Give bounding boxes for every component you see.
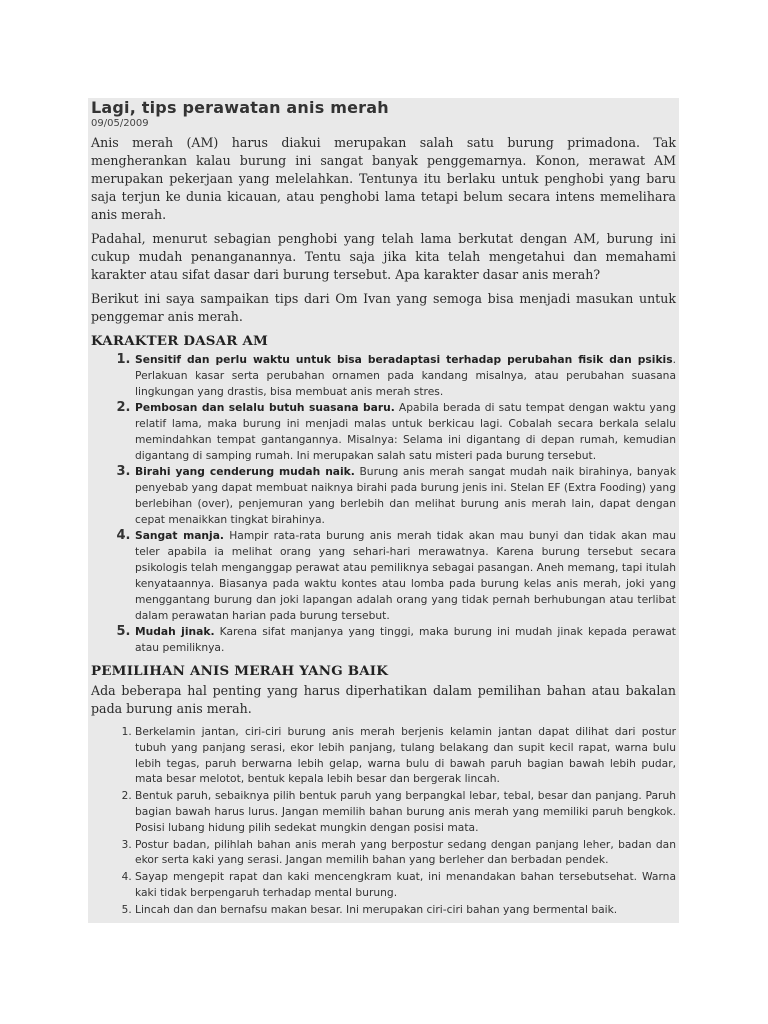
list-item-text: Hampir rata-rata burung anis merah tidak akan mau bunyi dan tidak akan mau teler apabila ia melihat orang yang sehari-hari merawatnya. Karena burung tersebut secara psikologis telah menganggap perawat atau pemiliknya sebagai pasangan. Aneh memang, tapi itulah kenyataannya. Biasanya pada waktu kontes atau lomba pada burung kelas anis merah, joki yang menggantang burung dan joki lapangan adalah orang yang tidak pernah berhubungan atau terlibat dalam perawatan harian pada burung tersebut.: [135, 529, 677, 622]
list-item: [135, 624, 676, 656]
list-item-bold: Sensitif dan perlu waktu untuk bisa beradaptasi terhadap perubahan fisik dan psikis: [135, 353, 673, 366]
document-page: [88, 98, 679, 923]
section-heading-pemilihan: PEMILIHAN ANIS MERAH YANG BAIK: [91, 663, 389, 679]
intro-paragraph-3: Berikut ini saya sampaikan tips dari Om Ivan yang semoga bisa menjadi masukan untuk penggemar anis merah.: [91, 291, 676, 324]
list-item: 1. Berkelamin jantan, ciri-ciri burung anis merah berjenis kelamin jantan dapat dilihat dari postur tubuh yang panjang serasi, ekor lebih panjang, tulang belakang dan supit kecil rapat, warna bulu lebih tegas, paruh berwarna lebih gelap, warna bulu di bawah paruh bagian bawah lebih pudar, mata besar melotot, bentuk kepala lebih besar dan bergerak lincah.: [135, 724, 676, 787]
article-date: 09/05/2009: [91, 118, 149, 129]
list-item: [135, 352, 676, 400]
list-item-text: Karena sifat manjanya yang tinggi, maka burung ini mudah jinak kepada perawat atau pemiliknya.: [135, 625, 676, 654]
list-item: 4. Sayap mengepit rapat dan kaki mencengkram kuat, ini menandakan bahan tersebutsehat. Warna kaki tidak berpengaruh terhadap mental burung.: [135, 869, 676, 901]
list-item: [135, 464, 676, 528]
list-item: 5. Lincah dan dan bernafsu makan besar. Ini merupakan ciri-ciri bahan yang bermental baik.: [135, 902, 676, 918]
karakter-list: [91, 352, 676, 656]
article-title: Lagi, tips perawatan anis merah: [91, 98, 389, 117]
list-item-bold: Birahi yang cenderung mudah naik.: [135, 465, 355, 478]
list-item: [135, 400, 676, 464]
list-item-bold: Sangat manja.: [135, 529, 224, 542]
section-heading-karakter: KARAKTER DASAR AM: [91, 333, 269, 349]
list-item-text: . Perlakuan kasar serta perubahan ornamen pada kandang misalnya, atau perubahan suasana lingkungan yang drastis, bisa membuat anis merah stres.: [135, 353, 676, 398]
intro-paragraph-2: Padahal, menurut sebagian penghobi yang telah lama berkutat dengan AM, burung ini cukup mudah penanganannya. Tentu saja jika kita telah mengetahui dan memahami karakter atau sifat dasar dari burung tersebut. Apa karakter dasar anis merah?: [91, 231, 676, 282]
list-item-text: Burung anis merah sangat mudah naik birahinya, banyak penyebab yang dapat membuat naiknya birahi pada burung jenis ini. Stelan EF (Extra Fooding) yang berlebihan (over), penjemuran yang berlebih dan melihat burung anis merah lain, dapat dengan cepat menaikkan tingkat birahinya.: [135, 465, 677, 526]
list-item: 2. Bentuk paruh, sebaiknya pilih bentuk paruh yang berpangkal lebar, tebal, besar dan panjang. Paruh bagian bawah harus lurus. Jangan memilih bahan burung anis merah yang memiliki paruh bengkok. Posisi lubang hidung pilih sedekat mungkin dengan posisi mata.: [135, 788, 676, 835]
list-item: [135, 528, 676, 624]
pemilihan-intro: Ada beberapa hal penting yang harus diperhatikan dalam pemilihan bahan atau bakalan pada burung anis merah.: [91, 683, 676, 716]
pemilihan-list: [91, 724, 676, 918]
list-item-bold: Mudah jinak.: [135, 625, 215, 638]
list-item: 3. Postur badan, pilihlah bahan anis merah yang berpostur sedang dengan panjang leher, badan dan ekor serta kaki yang serasi. Jangan memilih bahan yang berleher dan berbadan pendek.: [135, 837, 676, 869]
list-item-bold: Pembosan dan selalu butuh suasana baru.: [135, 401, 395, 414]
intro-paragraph-1: Anis merah (AM) harus diakui merupakan salah satu burung primadona. Tak mengherankan kalau burung ini sangat banyak penggemarnya. Konon, merawat AM merupakan pekerjaan yang melelahkan. Tentunya itu berlaku untuk penghobi yang baru saja terjun ke dunia kicauan, atau penghobi lama tetapi belum secara intens memelihara anis merah.: [91, 135, 676, 222]
list-item-text: Apabila berada di satu tempat dengan waktu yang relatif lama, maka burung ini menjadi malas untuk berkicau lagi. Cobalah secara berkala selalu memindahkan tempat gantangannya. Misalnya: Selama ini digantang di depan rumah, kemudian digantang di samping rumah. Ini merupakan salah satu misteri pada burung tersebut.: [135, 401, 676, 462]
